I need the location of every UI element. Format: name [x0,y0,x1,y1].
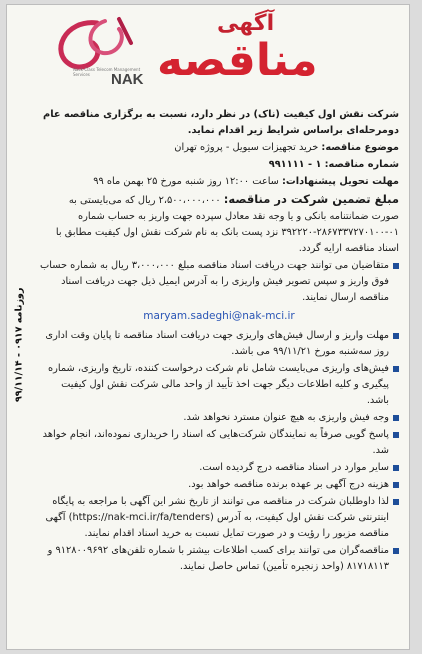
email-link[interactable]: maryam.sadeghi@nak-mci.ir [143,310,295,322]
deadline-label: مهلت تحویل پیشنهادات: [282,176,399,187]
bullet-icon [393,482,399,488]
list-item [39,477,399,493]
number-label: شماره مناقصه: [324,159,399,170]
newspaper-caption: روزنامه ۰۹۱۷ - ۹۹/۱۱/۱۴ [13,287,25,403]
bullet-icon [393,263,399,269]
bullet-text: وجه فیش واریزی به هیچ عنوان مسترد نخواهد شد. [183,412,389,423]
logo-subtitle: Nack-Class Telecom Management Services [73,67,141,77]
guarantee-row [39,191,399,257]
bullet-icon [393,465,399,471]
intro-text: شرکت نقش اول کیفیت (ناک) در نظر دارد، نسبت به برگزاری مناقصه عام دومرحله‌ای براساس شرایط زیر اقدام نماید. [43,109,399,136]
subject-row [39,140,399,156]
bullet-text: مهلت واریز و ارسال فیش‌های واریزی جهت دریافت اسناد مناقصه تا پایان وقت اداری روز سه‌شنبه مورخ ۹۹/۱۱/۲۱ می باشد. [45,330,389,357]
list-item [39,258,399,306]
bullet-icon [393,548,399,554]
guarantee-label: مبلغ تضمین شرکت در مناقصه: [223,192,399,206]
bullet-icon [393,499,399,505]
list-item [39,361,399,409]
bullet-icon [393,415,399,421]
bullet-text: لذا داوطلبان شرکت در مناقصه می توانند از تاریخ نشر این آگهی با مراجعه به پایگاه اینترنتی شرکت نقش اول کیفیت، به آدرس (https://nak-mci.ir/fa/tenders) آگهی مناقصه مزبور را رؤیت و در صورت تمایل نسبت به خرید اسناد اقدام نمایند. [45,496,389,539]
bullet-icon [393,366,399,372]
number-value: ۱ - ۹۹۱۱۱۱ [268,159,322,170]
list-item [39,427,399,459]
logo-text: NAK [111,71,144,88]
deadline-row [39,174,399,190]
nak-logo [35,13,147,101]
list-item [39,328,399,360]
bullet-icon [393,333,399,339]
bullet-text: متقاضیان می توانند جهت دریافت اسناد مناقصه مبلغ ۳،۰۰۰،۰۰۰ ریال به شماره حساب فوق واریز و سپس تصویر فیش واریزی را به آدرس ایمیل ذیل جهت دریافت اسناد مناقصه ارسال نمایند. [40,260,389,303]
tender-advertisement [6,4,410,650]
list-item [39,460,399,476]
list-item [39,494,399,542]
subject-value: خرید تجهیزات سیویل - پروژه تهران [174,142,319,153]
ad-header [7,5,409,107]
guarantee-value: ۲،۵۰۰،۰۰۰،۰۰۰ ریال که می‌بایستی به صورت ضمانتنامه بانکی و یا وجه نقد معادل سپرده جهت واریز به حساب شماره ۰۱-۲۸۶۷۳۳۷۲۷۰۱۰۰-۳۹۲۲۲۰ نزد پست بانک به نام شرکت نقش اول کیفیت مطابق با اسناد مناقصه ارایه گردد. [55,195,399,254]
list-item [39,543,399,575]
list-item [39,410,399,426]
bullet-text: هزینه درج آگهی بر عهده برنده مناقصه خواهد بود. [188,479,389,490]
bullet-text: سایر موارد در اسناد مناقصه درج گردیده است. [199,462,389,473]
bullet-text: مناقصه‌گران می توانند برای کسب اطلاعات بیشتر با شماره تلفن‌های ۹۱۲۸۰۰۹۶۹۲ و ۸۱۷۱۸۱۱۳ (واحد زنجیره تأمین) تماس حاصل نمایند. [47,545,389,572]
bullet-text: فیش‌های واریزی می‌بایست شامل نام شرکت درخواست کننده، تاریخ واریزی، شماره پیگیری و کلیه اطلاعات دیگر جهت اخذ تأیید از واحد مالی شرکت نقش اول کیفیت باشد. [48,363,389,406]
bullet-icon [393,432,399,438]
ad-kicker: آگهی [217,11,275,36]
number-row [39,157,399,173]
ad-body [7,107,409,575]
ad-title: مناقصه [157,35,318,86]
subject-label: موضوع مناقصه: [321,142,399,153]
bullet-text: پاسخ گویی صرفاً به نمایندگان شرکت‌هایی که اسناد را خریداری نموده‌اند، انجام خواهد شد. [42,429,389,456]
deadline-value: ساعت ۱۲:۰۰ روز شنبه مورخ ۲۵ بهمن ماه ۹۹ [93,176,279,187]
